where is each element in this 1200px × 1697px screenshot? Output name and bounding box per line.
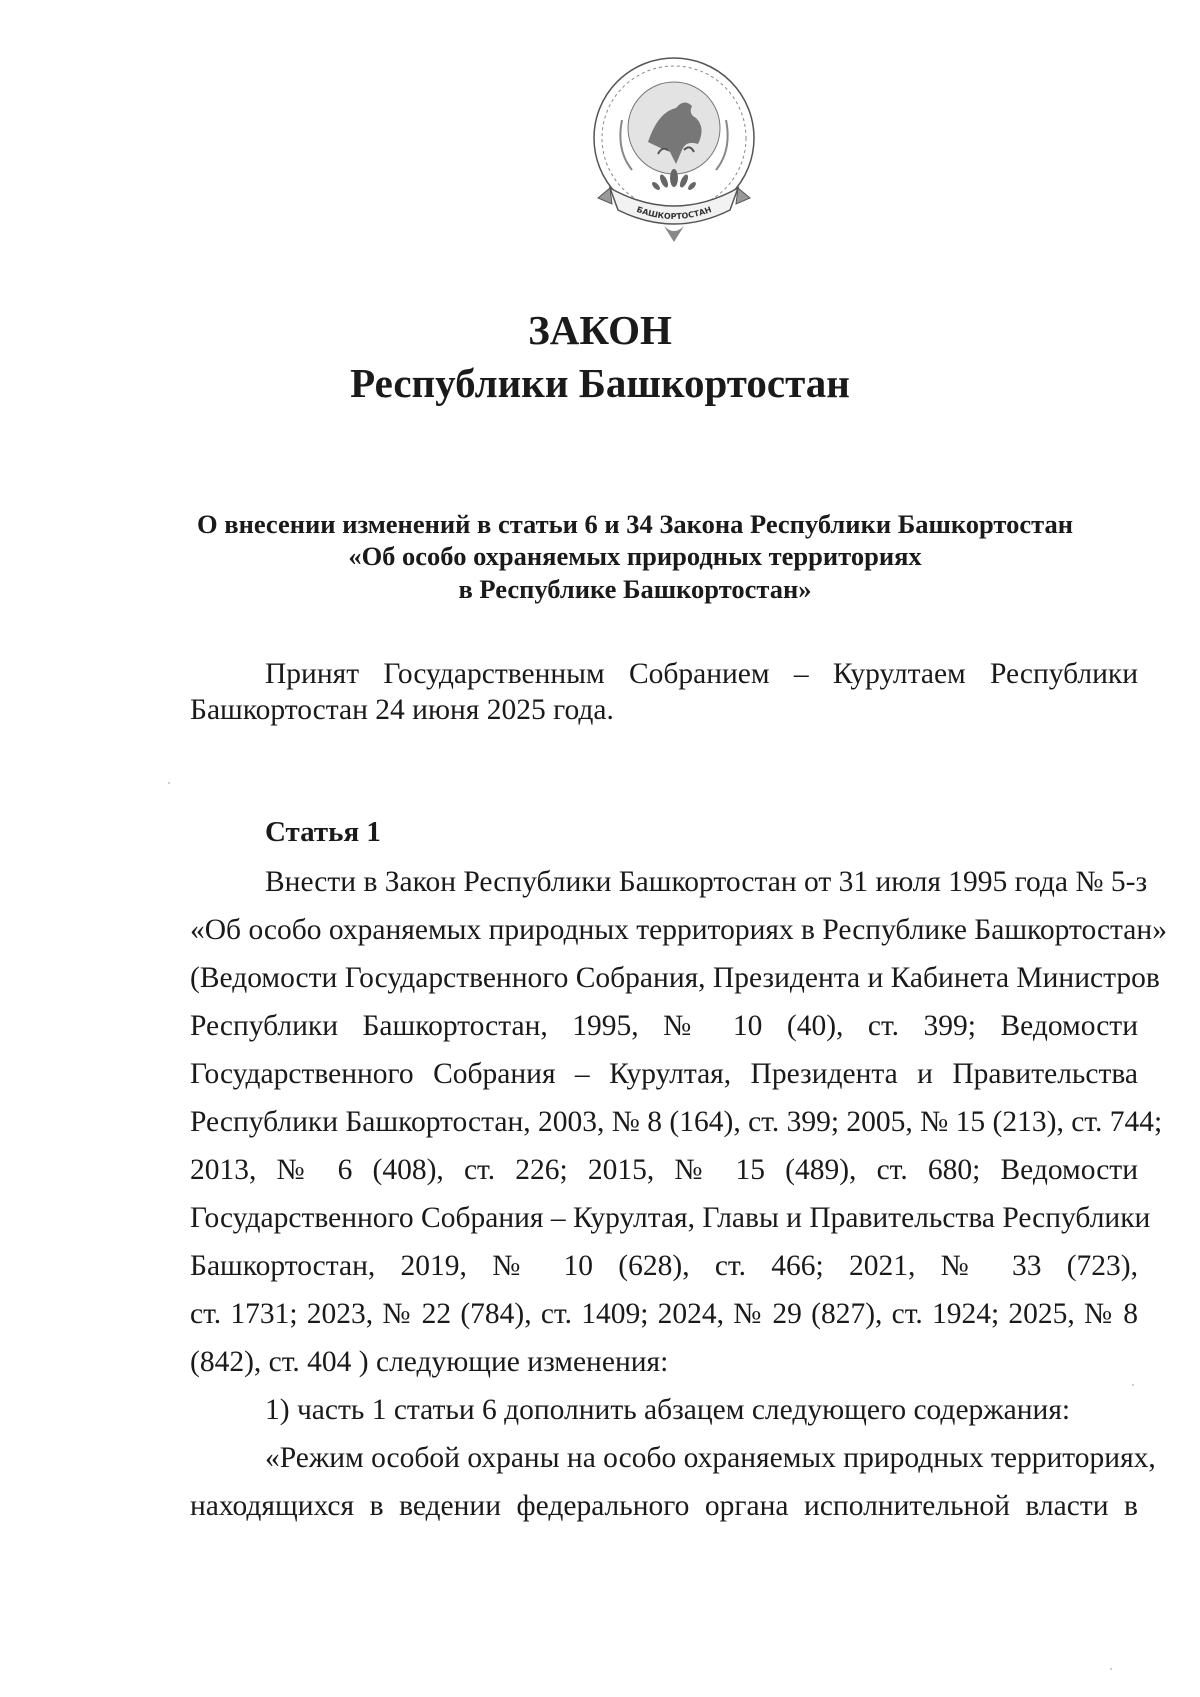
law-subject-line: О внесении изменений в статьи 6 и 34 Закона Республики Башкортостан — [197, 509, 1073, 539]
law-title: ЗАКОН — [528, 307, 672, 353]
article-body-line: Республики Башкортостан, 2003, № 8 (164), ст. 399; 2005, № 15 (213), ст. 744; — [190, 1106, 1163, 1138]
article-body-line: 2013, № 6 (408), ст. 226; 2015, № 15 (489), ст. 680; Ведомости — [190, 1154, 1138, 1186]
article-body-line: Башкортостан, 2019, № 10 (628), ст. 466; 2021, № 33 (723), — [190, 1250, 1138, 1282]
scan-speck — [1110, 1668, 1112, 1670]
article-body-line: (Ведомости Государственного Собрания, Президента и Кабинета Министров — [190, 962, 1160, 994]
article-body-line: Государственного Собрания – Курултая, Главы и Правительства Республики — [190, 1202, 1151, 1234]
emblem-ribbon-text: БАШКОРТОСТАН — [635, 204, 713, 222]
article-body-line: Внести в Закон Республики Башкортостан от 31 июля 1995 года № 5-з — [265, 866, 1148, 898]
adoption-line: Принят Государственным Собранием – Курултаем Республики — [265, 658, 1138, 690]
article-body-line: Республики Башкортостан, 1995, № 10 (40), ст. 399; Ведомости — [190, 1010, 1138, 1042]
amendment-item: 1) часть 1 статьи 6 дополнить абзацем следующего содержания: — [265, 1394, 1071, 1426]
article-body-line: ст. 1731; 2023, № 22 (784), ст. 1409; 2024, № 29 (827), ст. 1924; 2025, № 8 — [190, 1298, 1138, 1330]
scan-speck — [1132, 1384, 1134, 1386]
article-body-line: Государственного Собрания – Курултая, Президента и Правительства — [190, 1058, 1138, 1090]
law-subject-line: в Республике Башкортостан» — [458, 574, 812, 604]
coat-of-arms-emblem — [588, 50, 760, 246]
article-heading: Статья 1 — [265, 816, 381, 848]
article-body-line: (842), ст. 404 ) следующие изменения: — [190, 1346, 669, 1378]
law-subject-line: «Об особо охраняемых природных территориях — [348, 541, 922, 571]
quoted-text-line: «Режим особой охраны на особо охраняемых природных территориях, — [265, 1442, 1156, 1474]
adoption-line: Башкортостан 24 июня 2025 года. — [190, 694, 614, 726]
quoted-text-line: находящихся в ведении федерального органа исполнительной власти в — [190, 1490, 1138, 1522]
article-body-line: «Об особо охраняемых природных территориях в Республике Башкортостан» — [190, 914, 1167, 946]
scan-speck — [168, 782, 170, 784]
law-title-republic: Республики Башкортостан — [350, 360, 850, 406]
